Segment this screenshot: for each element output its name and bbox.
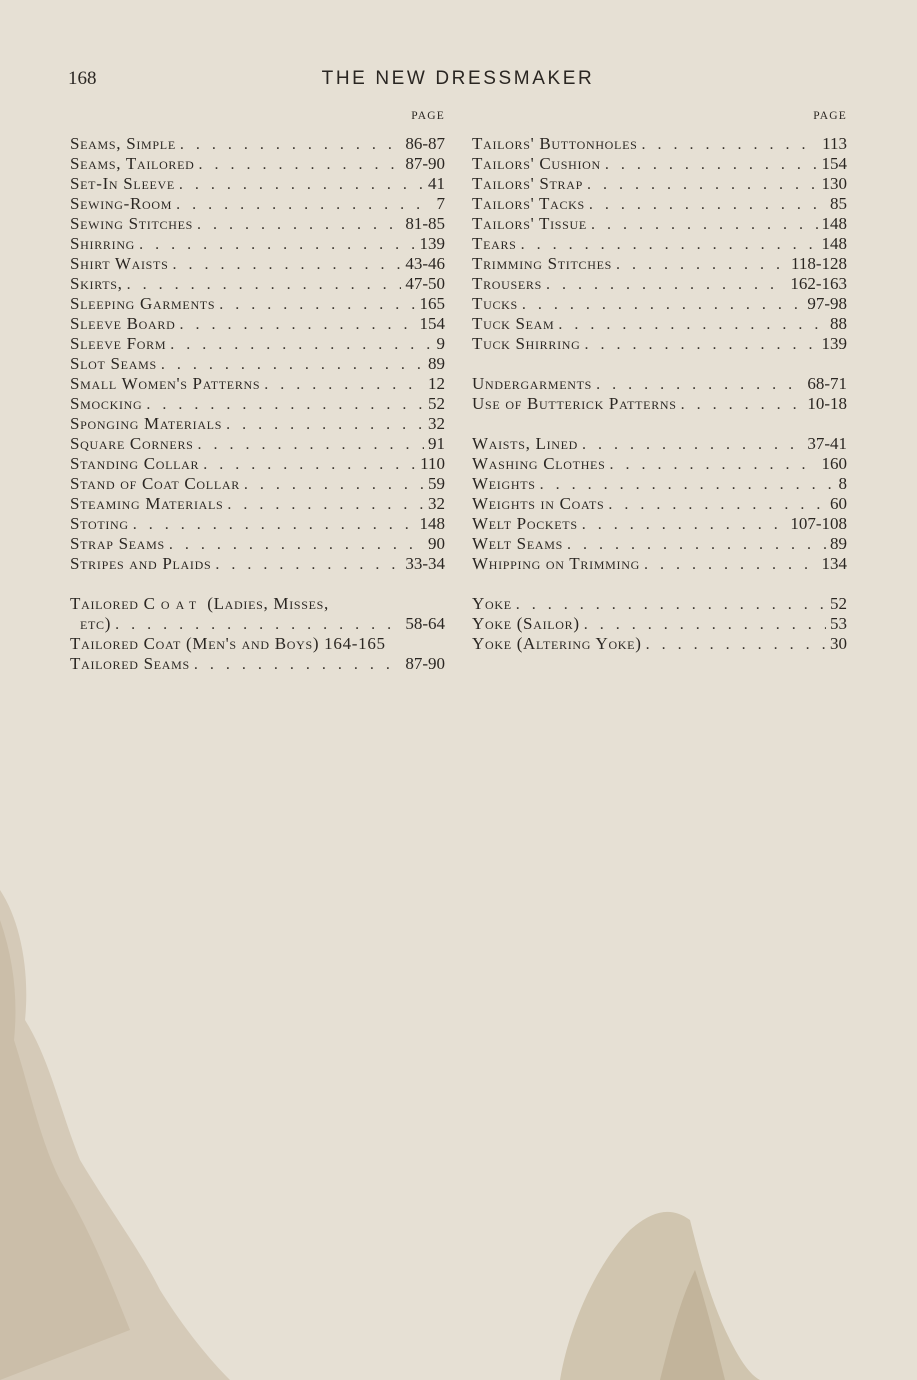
leader-dots — [591, 215, 818, 235]
leader-dots — [641, 135, 818, 155]
entry-page: 87-90 — [405, 154, 445, 173]
index-entry — [472, 394, 847, 414]
leader-dots — [146, 395, 424, 415]
water-stain-left — [0, 860, 240, 1380]
leader-dots — [170, 335, 432, 355]
entry-term: Sleeping Garments — [70, 294, 216, 313]
entry-page: 9 — [436, 334, 445, 353]
page-number: 168 — [68, 68, 97, 89]
entry-page: 148 — [419, 514, 445, 533]
index-entry — [70, 214, 445, 234]
page-header — [68, 68, 848, 94]
entry-term: Weights — [472, 474, 536, 493]
entry-term: Use of Butterick Patterns — [472, 394, 677, 413]
leader-dots — [582, 435, 803, 455]
index-entry — [472, 334, 847, 354]
entry-page: 162-163 — [790, 274, 847, 293]
index-entry — [472, 634, 847, 654]
entry-page: 107-108 — [790, 514, 847, 533]
index-entry — [70, 254, 445, 274]
index-entry — [472, 234, 847, 254]
leader-dots — [139, 235, 415, 255]
entry-page: 32 — [428, 494, 445, 513]
leader-dots — [521, 235, 818, 255]
entry-term: Welt Pockets — [472, 514, 578, 533]
index-entry — [472, 434, 847, 454]
index-entry — [472, 174, 847, 194]
index-entry — [70, 314, 445, 334]
index-entry — [70, 154, 445, 174]
index-entry — [70, 394, 445, 414]
leader-dots — [219, 295, 415, 315]
entry-term: Smocking — [70, 394, 143, 413]
index-entry — [472, 614, 847, 634]
index-entry — [70, 374, 445, 394]
entry-term: Tears — [472, 234, 517, 253]
entry-page: 8 — [838, 474, 847, 493]
entry-page: 89 — [830, 534, 847, 553]
entry-term: Washing Clothes — [472, 454, 606, 473]
page-column-label: PAGE — [813, 110, 847, 122]
index-entry — [70, 354, 445, 374]
entry-term: Waists, Lined — [472, 434, 579, 453]
leader-dots — [161, 355, 424, 375]
entry-term: Sleeve Form — [70, 334, 167, 353]
entry-term: Seams, Simple — [70, 134, 176, 153]
leader-dots — [215, 555, 401, 575]
index-entry — [472, 214, 847, 234]
index-entry — [472, 534, 847, 554]
index-entry — [472, 294, 847, 314]
entry-page: 10-18 — [807, 394, 847, 413]
leader-dots — [203, 455, 416, 475]
entry-term: Weights in Coats — [472, 494, 605, 513]
entry-page: 47-50 — [405, 274, 445, 293]
index-entry — [70, 194, 445, 214]
index-entry — [70, 294, 445, 314]
leader-dots — [605, 155, 818, 175]
leader-dots — [264, 375, 424, 395]
entry-page: 110 — [420, 454, 445, 473]
entry-term: Sewing-Room — [70, 194, 173, 213]
entry-term: Standing Collar — [70, 454, 200, 473]
entry-page: 53 — [830, 614, 847, 633]
leader-dots — [244, 475, 424, 495]
entry-term: Tuck Shirring — [472, 334, 581, 353]
index-entry — [70, 334, 445, 354]
entry-term: Small Women's Patterns — [70, 374, 261, 393]
leader-dots — [546, 275, 786, 295]
index-entry — [70, 274, 445, 294]
entry-term: Tailors' Tacks — [472, 194, 585, 213]
entry-page: 154 — [419, 314, 445, 333]
index-entry — [70, 534, 445, 554]
leader-dots — [516, 595, 826, 615]
index-column-right — [472, 108, 847, 654]
running-title: THE NEW DRESSMAKER — [321, 68, 595, 89]
entry-term: Skirts, — [70, 274, 123, 293]
entry-page: 89 — [428, 354, 445, 373]
entry-term: Yoke (Sailor) — [472, 614, 580, 633]
index-entry-tailored-seams: Tailored Seams . . . 87-90 — [70, 654, 445, 674]
entry-term: Yoke — [472, 594, 512, 613]
entry-term: Sponging Materials — [70, 414, 223, 433]
entry-term: Undergarments — [472, 374, 593, 393]
entry-page: 81-85 — [405, 214, 445, 233]
entry-page: 33-34 — [405, 554, 445, 573]
entry-page: 148 — [821, 234, 847, 253]
leader-dots — [169, 535, 424, 555]
leader-dots — [522, 295, 803, 315]
entry-page: 59 — [428, 474, 445, 493]
index-entry — [70, 434, 445, 454]
entry-page: 7 — [436, 194, 445, 213]
index-entry — [70, 494, 445, 514]
entry-page: 139 — [419, 234, 445, 253]
index-entry — [472, 274, 847, 294]
entry-page: 148 — [821, 214, 847, 233]
entry-term: Tailors' Cushion — [472, 154, 601, 173]
entry-page: 118-128 — [790, 254, 847, 273]
leader-dots — [227, 495, 424, 515]
index-entry — [70, 174, 445, 194]
index-entry — [472, 514, 847, 534]
entry-page: 90 — [428, 534, 445, 553]
leader-dots — [567, 535, 826, 555]
leader-dots — [179, 315, 415, 335]
leader-dots — [540, 475, 835, 495]
entry-term: Tailors' Tissue — [472, 214, 587, 233]
index-entry — [70, 134, 445, 154]
entry-page: 113 — [822, 134, 847, 153]
left-entry-list — [70, 134, 445, 574]
index-entry — [70, 234, 445, 254]
leader-dots — [608, 495, 826, 515]
leader-dots — [199, 155, 402, 175]
entry-page: 52 — [428, 394, 445, 413]
entry-page: 154 — [821, 154, 847, 173]
entry-term: Stoting — [70, 514, 129, 533]
page-column-label: PAGE — [411, 110, 445, 122]
index-entry-tailored-coat-cont: etc) . . . 58-64 — [70, 614, 445, 634]
leader-dots — [133, 515, 416, 535]
leader-dots — [587, 175, 818, 195]
entry-page: 86-87 — [405, 134, 445, 153]
entry-page: 130 — [821, 174, 847, 193]
entry-page: 85 — [830, 194, 847, 213]
entry-term: Welt Seams — [472, 534, 563, 553]
index-entry — [70, 514, 445, 534]
leader-dots — [596, 375, 803, 395]
index-entry — [472, 254, 847, 274]
index-entry — [472, 154, 847, 174]
leader-dots — [172, 255, 401, 275]
entry-page: 97-98 — [807, 294, 847, 313]
entry-page: 88 — [830, 314, 847, 333]
leader-dots — [198, 435, 424, 455]
leader-dots — [589, 195, 826, 215]
entry-page: 32 — [428, 414, 445, 433]
entry-page: 12 — [428, 374, 445, 393]
entry-term: Shirring — [70, 234, 136, 253]
leader-dots — [644, 555, 818, 575]
leader-dots — [197, 215, 401, 235]
entry-term: Tuck Seam — [472, 314, 555, 333]
entry-term: Seams, Tailored — [70, 154, 195, 173]
leader-dots — [646, 635, 826, 655]
entry-term: Yoke (Altering Yoke) — [472, 634, 642, 653]
entry-term: Set-In Sleeve — [70, 174, 175, 193]
entry-term: Whipping on Trimming — [472, 554, 640, 573]
entry-term: Tailors' Strap — [472, 174, 583, 193]
water-stain-bottom — [540, 1200, 800, 1380]
index-entry — [472, 314, 847, 334]
index-entry — [472, 134, 847, 154]
tailored-coat-block — [70, 594, 445, 674]
entry-page: 52 — [830, 594, 847, 613]
index-column-left — [70, 108, 445, 674]
index-entry — [472, 374, 847, 394]
index-entry — [70, 554, 445, 574]
index-entry — [472, 494, 847, 514]
entry-page: 43-46 — [405, 254, 445, 273]
entry-term: Square Corners — [70, 434, 194, 453]
entry-page: 37-41 — [807, 434, 847, 453]
leader-dots — [585, 335, 818, 355]
leader-dots — [609, 455, 817, 475]
entry-term: Trousers — [472, 274, 543, 293]
entry-page: 139 — [821, 334, 847, 353]
index-entry — [472, 594, 847, 614]
entry-page: 160 — [821, 454, 847, 473]
index-entry — [472, 454, 847, 474]
entry-term: Sleeve Board — [70, 314, 176, 333]
entry-term: Slot Seams — [70, 354, 157, 373]
index-entry — [70, 414, 445, 434]
leader-dots — [616, 255, 787, 275]
entry-page: 68-71 — [807, 374, 847, 393]
entry-term: Trimming Stitches — [472, 254, 612, 273]
entry-term: Tailors' Buttonholes — [472, 134, 638, 153]
entry-page: 41 — [428, 174, 445, 193]
leader-dots — [226, 415, 424, 435]
entry-page: 30 — [830, 634, 847, 653]
leader-dots — [681, 395, 804, 415]
index-entry-tailored-coat-men: Tailored Coat (Men's and Boys) 164-165 — [70, 634, 386, 653]
index-entry — [472, 554, 847, 574]
index-entry — [70, 474, 445, 494]
leader-dots — [179, 175, 424, 195]
leader-dots — [584, 615, 826, 635]
index-entry-tailored-coat: Tailored Coat (Ladies, Misses, — [70, 594, 330, 613]
entry-page: 165 — [419, 294, 445, 313]
leader-dots — [180, 135, 401, 155]
entry-page: 91 — [428, 434, 445, 453]
leader-dots — [558, 315, 826, 335]
entry-term: Stand of Coat Collar — [70, 474, 240, 493]
leader-dots — [582, 515, 787, 535]
right-entry-list — [472, 134, 847, 654]
index-entry — [472, 474, 847, 494]
index-entry — [472, 194, 847, 214]
entry-page: 60 — [830, 494, 847, 513]
index-entry — [70, 454, 445, 474]
entry-term: Sewing Stitches — [70, 214, 193, 233]
entry-term: Tucks — [472, 294, 518, 313]
entry-term: Stripes and Plaids — [70, 554, 212, 573]
leader-dots — [176, 195, 432, 215]
entry-term: Shirt Waists — [70, 254, 169, 273]
entry-term: Steaming Materials — [70, 494, 224, 513]
leader-dots — [127, 275, 402, 295]
entry-page: 134 — [821, 554, 847, 573]
entry-term: Strap Seams — [70, 534, 165, 553]
